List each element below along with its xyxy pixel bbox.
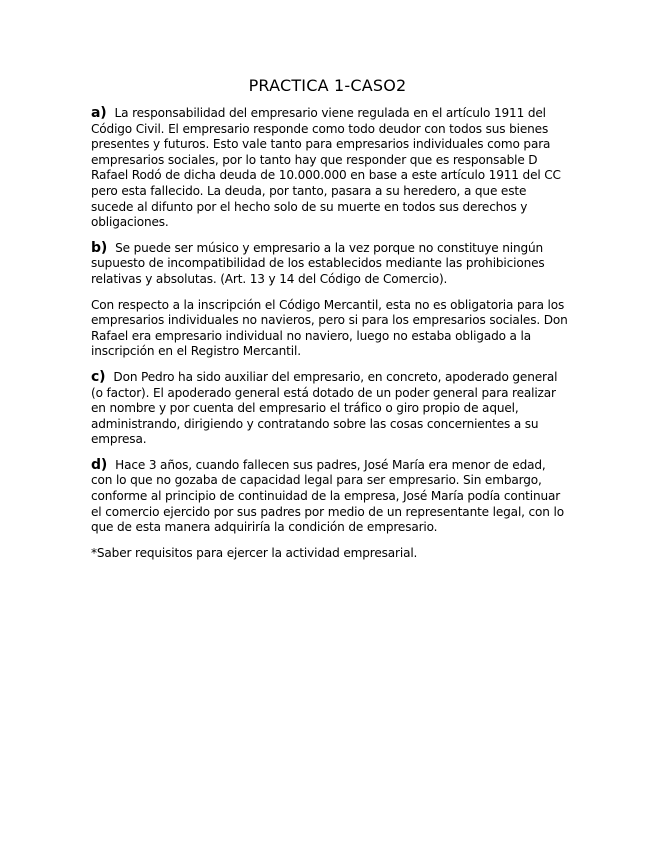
paragraph-b — [91, 241, 569, 288]
document-body — [91, 106, 569, 561]
paragraph-text-b-continuation: Con respecto a la inscripción el Código Mercantil, esta no es obligatoria para los empresarios individuales no navieros, pero si para los empresarios sociales. Don Rafael era empresario individual no naviero, luego no estaba obligado a la inscripción en el Registro Mercantil. — [91, 297, 568, 359]
paragraph-d — [91, 458, 569, 536]
page-title: PRACTICA 1-CASO2 — [248, 76, 407, 95]
paragraph-text-c: Don Pedro ha sido auxiliar del empresario, en concreto, apoderado general (o factor). El apoderado general está dotado de un poder general para realizar en nombre y por cuenta del empresario el tráfico o giro propio de aquel, administrando, dirigiendo y contratando sobre las cosas concernientes a su empresa. — [91, 369, 558, 447]
paragraph-text-d: Hace 3 años, cuando fallecen sus padres, José María era menor de edad, con lo que no gozaba de capacidad legal para ser empresario. Sin embargo, conforme al principio de continuidad de la empresa, José María podía continuar el comercio ejercido por sus padres por medio de un representante legal, con lo que de esta manera adquiriría la condición de empresario. — [91, 457, 564, 535]
paragraph-a — [91, 106, 569, 231]
paragraph-marker-d: d) — [91, 456, 108, 473]
paragraph-text-a: La responsabilidad del empresario viene regulada en el artículo 1911 del Código Civil. El empresario responde como todo deudor con todos sus bienes presentes y futuros. Esto vale tanto para empresarios individuales como para empresarios sociales, por lo tanto hay que responder que es responsable D Rafael Rodó de dicha deuda de 10.000.000 en base a este artículo 1911 del CC pero esta fallecido. La deuda, por tanto, pasara a su heredero, a que este sucede al difunto por el hecho solo de su muerte en todos sus derechos y obligaciones. — [91, 106, 561, 230]
paragraph-marker-a: a) — [91, 105, 107, 121]
paragraph-marker-c: c) — [91, 368, 106, 385]
paragraph-text-b: Se puede ser músico y empresario a la vez porque no constituye ningún supuesto de incompatibilidad de los establecidos mediante las prohibiciones relativas y absolutas. (Art. 13 y 14 del Código de Comercio). — [91, 240, 545, 286]
footnote: *Saber requisitos para ejercer la actividad empresarial. — [91, 545, 418, 560]
paragraph-marker-b: b) — [91, 239, 108, 256]
paragraph-b-continuation — [91, 298, 569, 360]
paragraph-c — [91, 370, 569, 448]
